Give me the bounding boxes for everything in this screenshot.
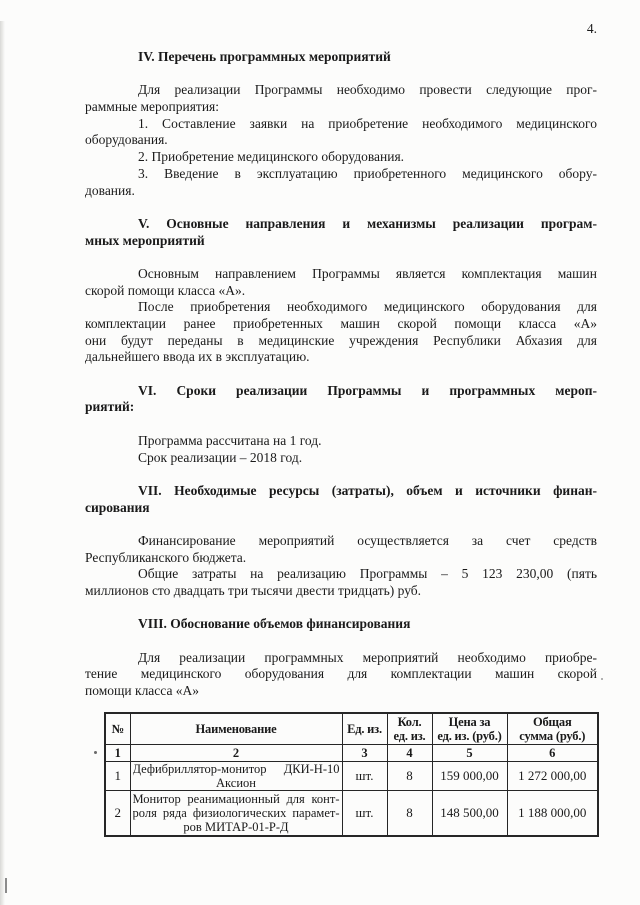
document-body xyxy=(0,49,640,837)
unit-cell: шт. xyxy=(342,761,387,790)
text-line: тение медицинского оборудования для комплектации машин скорой xyxy=(85,666,597,682)
equipment-table xyxy=(104,712,599,837)
header-cell-qty: Кол. ед. из. xyxy=(387,713,432,745)
blank-line xyxy=(85,466,597,483)
text-line: комплектации ранее приобретенных машин скорой помощи класса «А» xyxy=(85,316,597,331)
blank-line xyxy=(85,199,597,216)
qty-cell: 8 xyxy=(387,761,432,790)
section-heading-vii: VII. Необходимые ресурсы (затраты), объем и источники финан- xyxy=(138,482,597,498)
text-line: Срок реализации – 2018 год. xyxy=(138,449,303,465)
blank-line xyxy=(85,600,597,617)
text-line: Общие затраты на реализацию Программы – 5 123 230,00 (пять xyxy=(138,566,597,582)
row-num-cell: 1 xyxy=(105,761,130,790)
section-heading-v: V. Основные направления и механизмы реализации програм- xyxy=(138,215,597,231)
section-heading-vi: VI. Сроки реализации Программы и программных мероп- xyxy=(138,382,597,398)
section-heading-iv: IV. Перечень программных мероприятий xyxy=(138,49,391,64)
row-num-cell: 2 xyxy=(105,791,130,836)
text-line: Для реализации Программы необходимо провести следующие прог- xyxy=(138,82,597,98)
text-line: 2. Приобретение медицинского оборудования. xyxy=(138,149,405,165)
column-number-cell: 3 xyxy=(342,744,387,761)
price-cell: 159 000,00 xyxy=(432,761,507,790)
section-heading-viii: VIII. Обоснование объемов финансирования xyxy=(138,616,411,632)
header-cell-unit: Ед. из. xyxy=(342,713,387,745)
table-header-row xyxy=(105,713,598,745)
blank-line xyxy=(85,416,597,433)
text-line: скорой помощи класса «А». xyxy=(85,282,246,298)
text-line: дальнейшего ввода их в эксплуатацию. xyxy=(85,349,310,365)
table-row xyxy=(105,791,598,836)
text-line: Основным направлением Программы является комплектация машин xyxy=(138,265,597,281)
blank-line xyxy=(85,66,597,83)
scan-edge-artifact xyxy=(0,21,5,905)
text-line: Для реализации программных мероприятий необходимо приобре- xyxy=(138,649,597,665)
blank-line xyxy=(85,633,597,650)
text-line: Республиканского бюджета. xyxy=(85,549,247,565)
price-cell: 148 500,00 xyxy=(432,791,507,836)
text-line: дования. xyxy=(85,182,135,198)
column-number-cell: 2 xyxy=(130,744,342,761)
blank-line xyxy=(85,249,597,266)
blank-line xyxy=(85,516,597,533)
name-cell: Дефибриллятор-монитор ДКИ-Н-10 Аксион xyxy=(130,761,342,790)
column-number-cell: 5 xyxy=(432,744,507,761)
text-line: 3. Введение в эксплуатацию приобретенного медицинского обору- xyxy=(138,165,597,181)
header-cell-total: Общая сумма (руб.) xyxy=(507,713,598,745)
scan-speck xyxy=(94,751,97,754)
name-cell: Монитор реанимационный для конт- роля ряда физиологических парамет- ров МИТАР-01-Р-Д xyxy=(130,791,342,836)
column-number-cell: 4 xyxy=(387,744,432,761)
column-number-cell: 1 xyxy=(105,744,130,761)
scanned-document-page xyxy=(0,21,640,905)
section-heading-v-cont: мных мероприятий xyxy=(85,232,205,248)
unit-cell: шт. xyxy=(342,791,387,836)
column-number-cell: 6 xyxy=(507,744,598,761)
scan-speck xyxy=(601,678,603,680)
text-line: помощи класса «А» xyxy=(85,683,200,699)
header-cell-price: Цена за ед. из. (руб.) xyxy=(432,713,507,745)
header-cell-name: Наименование xyxy=(130,713,342,745)
text-line: 1. Составление заявки на приобретение необходимого медицинского xyxy=(138,115,597,131)
qty-cell: 8 xyxy=(387,791,432,836)
section-heading-vi-cont: риятий: xyxy=(85,399,135,415)
text-line: Программа рассчитана на 1 год. xyxy=(138,432,322,448)
blank-line xyxy=(85,366,597,383)
total-cell: 1 272 000,00 xyxy=(507,761,598,790)
column-number-row xyxy=(105,744,598,761)
text-line: Финансирование мероприятий осуществляется за счет средств xyxy=(138,532,597,548)
total-cell: 1 188 000,00 xyxy=(507,791,598,836)
section-heading-vii-cont: сирования xyxy=(85,499,150,515)
page-number: 4. xyxy=(586,21,597,36)
text-line: После приобретения необходимого медицинского оборудования для xyxy=(138,299,597,315)
text-line: миллионов сто двадцать три тысячи двести тридцать) руб. xyxy=(85,583,422,598)
header-cell-number: № xyxy=(105,713,130,745)
text-line: оборудования. xyxy=(85,132,168,148)
text-line: раммные мероприятия: xyxy=(85,99,220,115)
table-row xyxy=(105,761,598,790)
text-line: они будут переданы в медицинские учреждения Республики Абхазия для xyxy=(85,332,597,348)
scan-edge-artifact xyxy=(5,878,7,893)
